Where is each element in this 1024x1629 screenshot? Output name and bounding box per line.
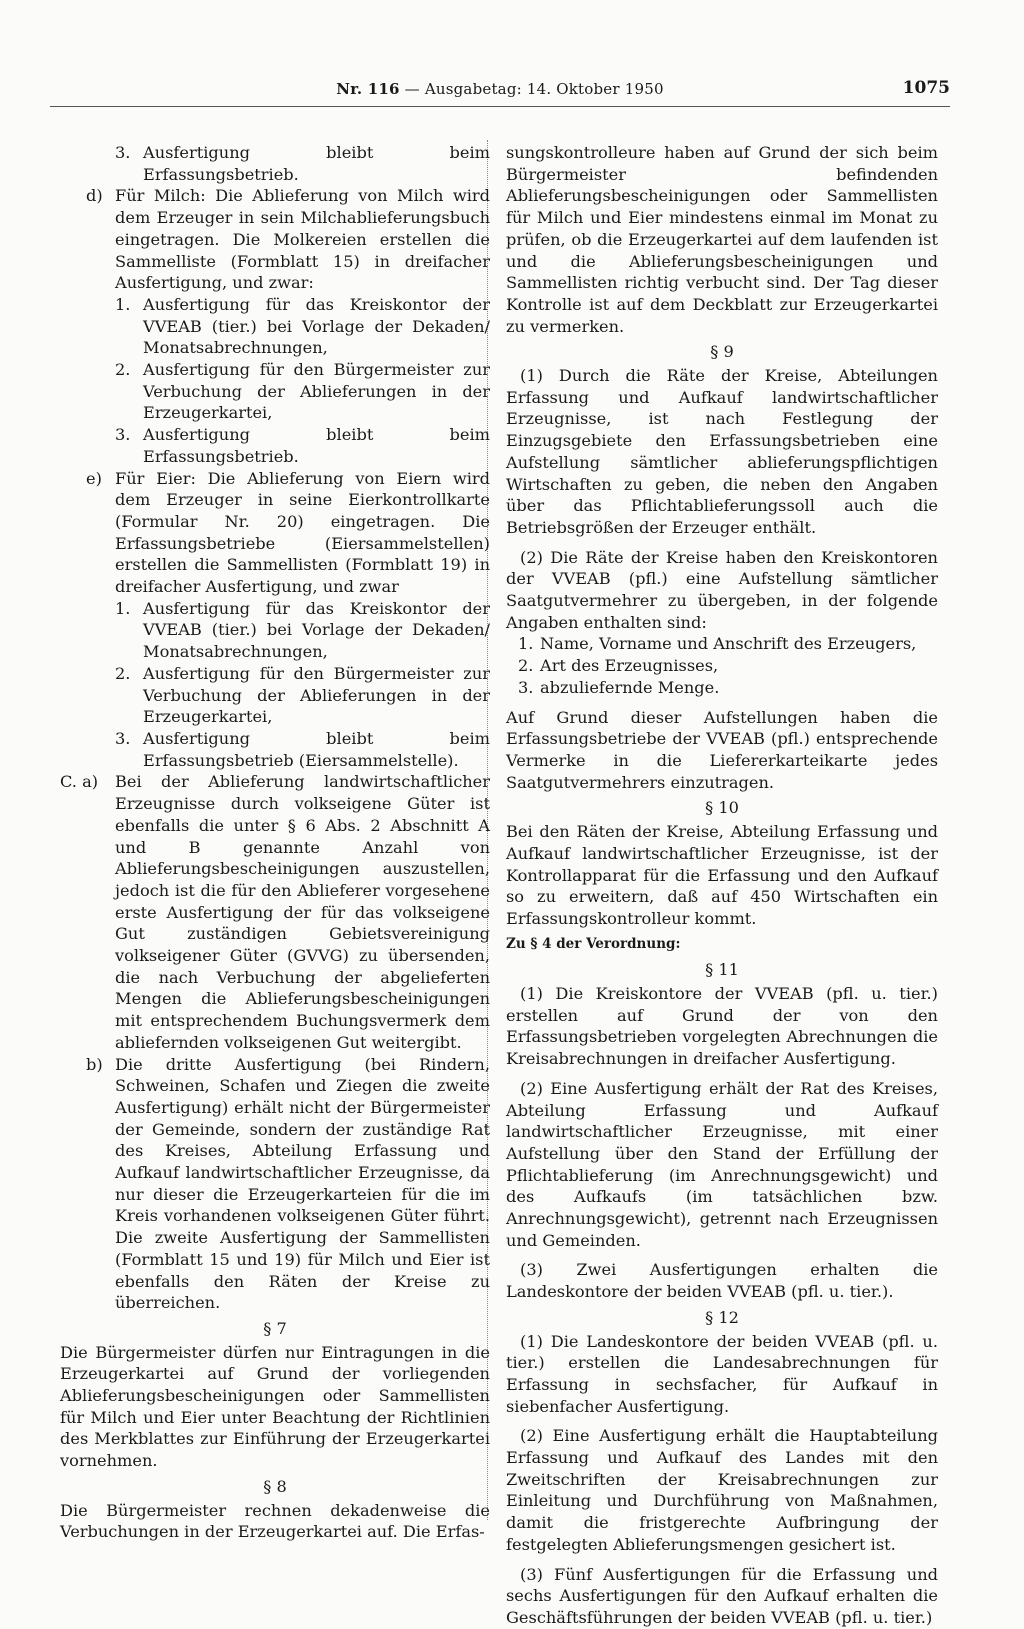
list-item-c-b: b) Die dritte Ausfertigung (bei Rindern, Schweinen, Schafen und Ziegen die zweite Ausfertigung) erhält nicht der Bürgermeister der Gemeinde, sondern der zuständige Rat des Kreises, Abteilung Erfassung und Aufkauf landwirtschaftlicher Erzeugnisse, da nur dieser die Erzeugerkarteien für die im Kreis vorhandenen volkseigenen Güter führt. Die zweite Ausfertigung der Sammellisten (Formblatt 15 und 19) für Milch und Eier ist ebenfalls den Räten der Kreise zu überreichen. <box>86 1054 490 1313</box>
list-item: 3. Ausfertigung bleibt beim Erfassungsbetrieb. <box>115 143 490 184</box>
section-8-continuation: sungskontrolleure haben auf Grund der sich beim Bürgermeister befindenden Ablieferungsbescheinigungen oder Sammellisten für Milch und Eier mindestens einmal im Monat zu prüfen, ob die Erzeugerkartei auf dem laufenden ist und die Ablieferungsbescheinigungen und Sammellisten richtig verbucht sind. Der Tag dieser Kontrolle ist auf dem Deckblatt zur Erzeugerkartei zu vermerken. <box>506 143 938 336</box>
header-separator: — <box>404 80 420 98</box>
list-item-d: d) Für Milch: Die Ablieferung von Milch wird dem Erzeuger in sein Milchablieferungsbuch eingetragen. Die Molkereien erstellen die Sammelliste (Formblatt 15) in dreifacher Ausfertigung, und zwar: <box>86 186 490 293</box>
list-item: 2. Ausfertigung für den Bürgermeister zur Verbuchung der Ablieferungen in der Erzeugerkartei, <box>115 663 490 727</box>
list-item: 2. Ausfertigung für den Bürgermeister zur Verbuchung der Ablieferungen in der Erzeugerkartei, <box>115 360 490 423</box>
list-item: 1. Ausfertigung für das Kreiskontor der VVEAB (tier.) bei Vorlage der Dekaden/ Monatsabrechnungen, <box>115 294 490 358</box>
section-heading-9: § 9 <box>710 342 734 362</box>
section-12-paragraph-3: (3) Fünf Ausfertigungen für die Erfassung und sechs Ausfertigungen für den Aufkauf erhalten die Geschäftsführungen der beiden VVEAB (pfl. u. tier.) <box>506 1564 938 1627</box>
section-heading-7: § 7 <box>263 1318 287 1338</box>
list-item-e: e) Für Eier: Die Ablieferung von Eiern wird dem Erzeuger in seine Eierkontrollkarte (Formular Nr. 20) eingetragen. Die Erfassungsbetriebe (Eiersammelstellen) erstellen die Sammellisten (Formblatt 19) in dreifacher Ausfertigung, und zwar <box>86 468 490 597</box>
page-number: 1075 <box>902 78 950 98</box>
section-11-paragraph-3: (3) Zwei Ausfertigungen erhalten die Landeskontore der beiden VVEAB (pfl. u. tier.). <box>506 1260 938 1302</box>
list-item: 3. Ausfertigung bleibt beim Erfassungsbetrieb (Eiersammelstelle). <box>115 728 490 770</box>
section-9-paragraph-2: (2) Die Räte der Kreise haben den Kreiskontoren der VVEAB (pfl.) eine Aufstellung sämtlicher Saatgutvermehrer zu übergeben, in der folgende Angaben enthalten sind: <box>506 547 938 632</box>
section-7-text: Die Bürgermeister dürfen nur Eintragungen in die Erzeugerkartei auf Grund der vorliegenden Ablieferungsbescheinigungen oder Sammellisten für Milch und Eier unter Beachtung der Richtlinien des Merkblattes zur Einführung der Erzeugerkartei vornehmen. <box>60 1342 490 1471</box>
issue-number: Nr. 116 <box>336 80 400 98</box>
section-11-paragraph-2: (2) Eine Ausfertigung erhält der Rat des Kreises, Abteilung Erfassung und Aufkauf landwirtschaftlicher Erzeugnisse, mit einer Aufstellung über den Stand der Erfüllung der Pflichtablieferung (im Anrechnungsgewicht) und des Aufkaufs (im tatsächlichen bzw. Anrechnungsgewicht), getrennt nach Erzeugnissen und Gemeinden. <box>506 1078 938 1250</box>
section-11-paragraph-1: (1) Die Kreiskontore der VVEAB (pfl. u. tier.) erstellen auf Grund der von den Erfassungsbetrieben vorgelegten Abrechnungen die Kreisabrechnungen in dreifacher Ausfertigung. <box>506 984 938 1069</box>
section-12-paragraph-1: (1) Die Landeskontore der beiden VVEAB (pfl. u. tier.) erstellen die Landesabrechnungen für Erfassung in sechsfacher, für Aufkauf in siebenfacher Ausfertigung. <box>506 1331 938 1416</box>
list-item: 2. Art des Erzeugnisses, <box>518 656 719 676</box>
section-9-paragraph-1: (1) Durch die Räte der Kreise, Abteilungen Erfassung und Aufkauf landwirtschaftlicher Erzeugnisse, ist nach Festlegung der Einzugsgebiete den Erfassungsbetrieben eine Aufstellung sämtlicher ablieferungspflichtigen Wirtschaften zu geben, die neben den Angaben über das Pflichtablieferungssoll auch die Betriebsgrößen der Erzeuger enthält. <box>506 366 938 537</box>
section-heading-10: § 10 <box>705 798 739 818</box>
issue-date: Ausgabetag: 14. Oktober 1950 <box>424 80 664 98</box>
section-10-text: Bei den Räten der Kreise, Abteilung Erfassung und Aufkauf landwirtschaftlicher Erzeugnisse, ist der Kontrollapparat für die Erfassung und den Aufkauf so zu erweitern, daß auf 450 Wirtschaften ein Erfassungskontrolleur kommt. <box>506 822 938 928</box>
list-item: 3. abzuliefernde Menge. <box>518 677 720 697</box>
section-9-paragraph-3: Auf Grund dieser Aufstellungen haben die Erfassungsbetriebe der VVEAB (pfl.) entsprechende Vermerke in die Liefererkarteikarte jedes Saatgutvermehrers einzutragen. <box>506 707 938 792</box>
subheading-zu-4: Zu § 4 der Verordnung: <box>506 935 681 952</box>
right-column <box>506 142 938 1629</box>
list-item: 1. Ausfertigung für das Kreiskontor der VVEAB (tier.) bei Vorlage der Dekaden/ Monatsabrechnungen, <box>115 598 490 662</box>
section-8-text: Die Bürgermeister rechnen dekadenweise die Verbuchungen in der Erzeugerkartei auf. Die Erfas- <box>60 1500 490 1542</box>
section-heading-8: § 8 <box>263 1476 287 1496</box>
list-item: 1. Name, Vorname und Anschrift des Erzeugers, <box>518 634 917 654</box>
section-12-paragraph-2: (2) Eine Ausfertigung erhält die Hauptabteilung Erfassung und Aufkauf des Landes mit den Zweitschriften der Kreisabrechnungen zur Einleitung und Durchführung von Maßnahmen, damit die fristgerechte Aufbringung der festgelegten Ablieferungsmengen gesichert ist. <box>506 1426 938 1554</box>
section-heading-12: § 12 <box>705 1307 739 1327</box>
list-item: 3. Ausfertigung bleibt beim Erfassungsbetrieb. <box>115 425 490 466</box>
list-item-c-a: C. a) Bei der Ablieferung landwirtschaftlicher Erzeugnisse durch volkseigene Güter ist ebenfalls die unter § 6 Abs. 2 Abschnitt A und B genannte Anzahl von Ablieferungsbescheinigungen auszustellen, jedoch ist die für den Ablieferer vorgesehene erste Ausfertigung der für das volkseigene Gut zuständigen Gebietsvereinigung volkseigener Güter (GVVG) zu übersenden, die nach Verbuchung der abgelieferten Mengen die Ablieferungsbescheinigungen mit entsprechendem Buchungsvermerk dem abliefernden volkseigenen Gut weitergibt. <box>60 772 490 1052</box>
left-column <box>60 142 490 1543</box>
section-heading-11: § 11 <box>705 960 739 980</box>
issue-line <box>50 80 950 98</box>
page-header <box>50 76 950 107</box>
